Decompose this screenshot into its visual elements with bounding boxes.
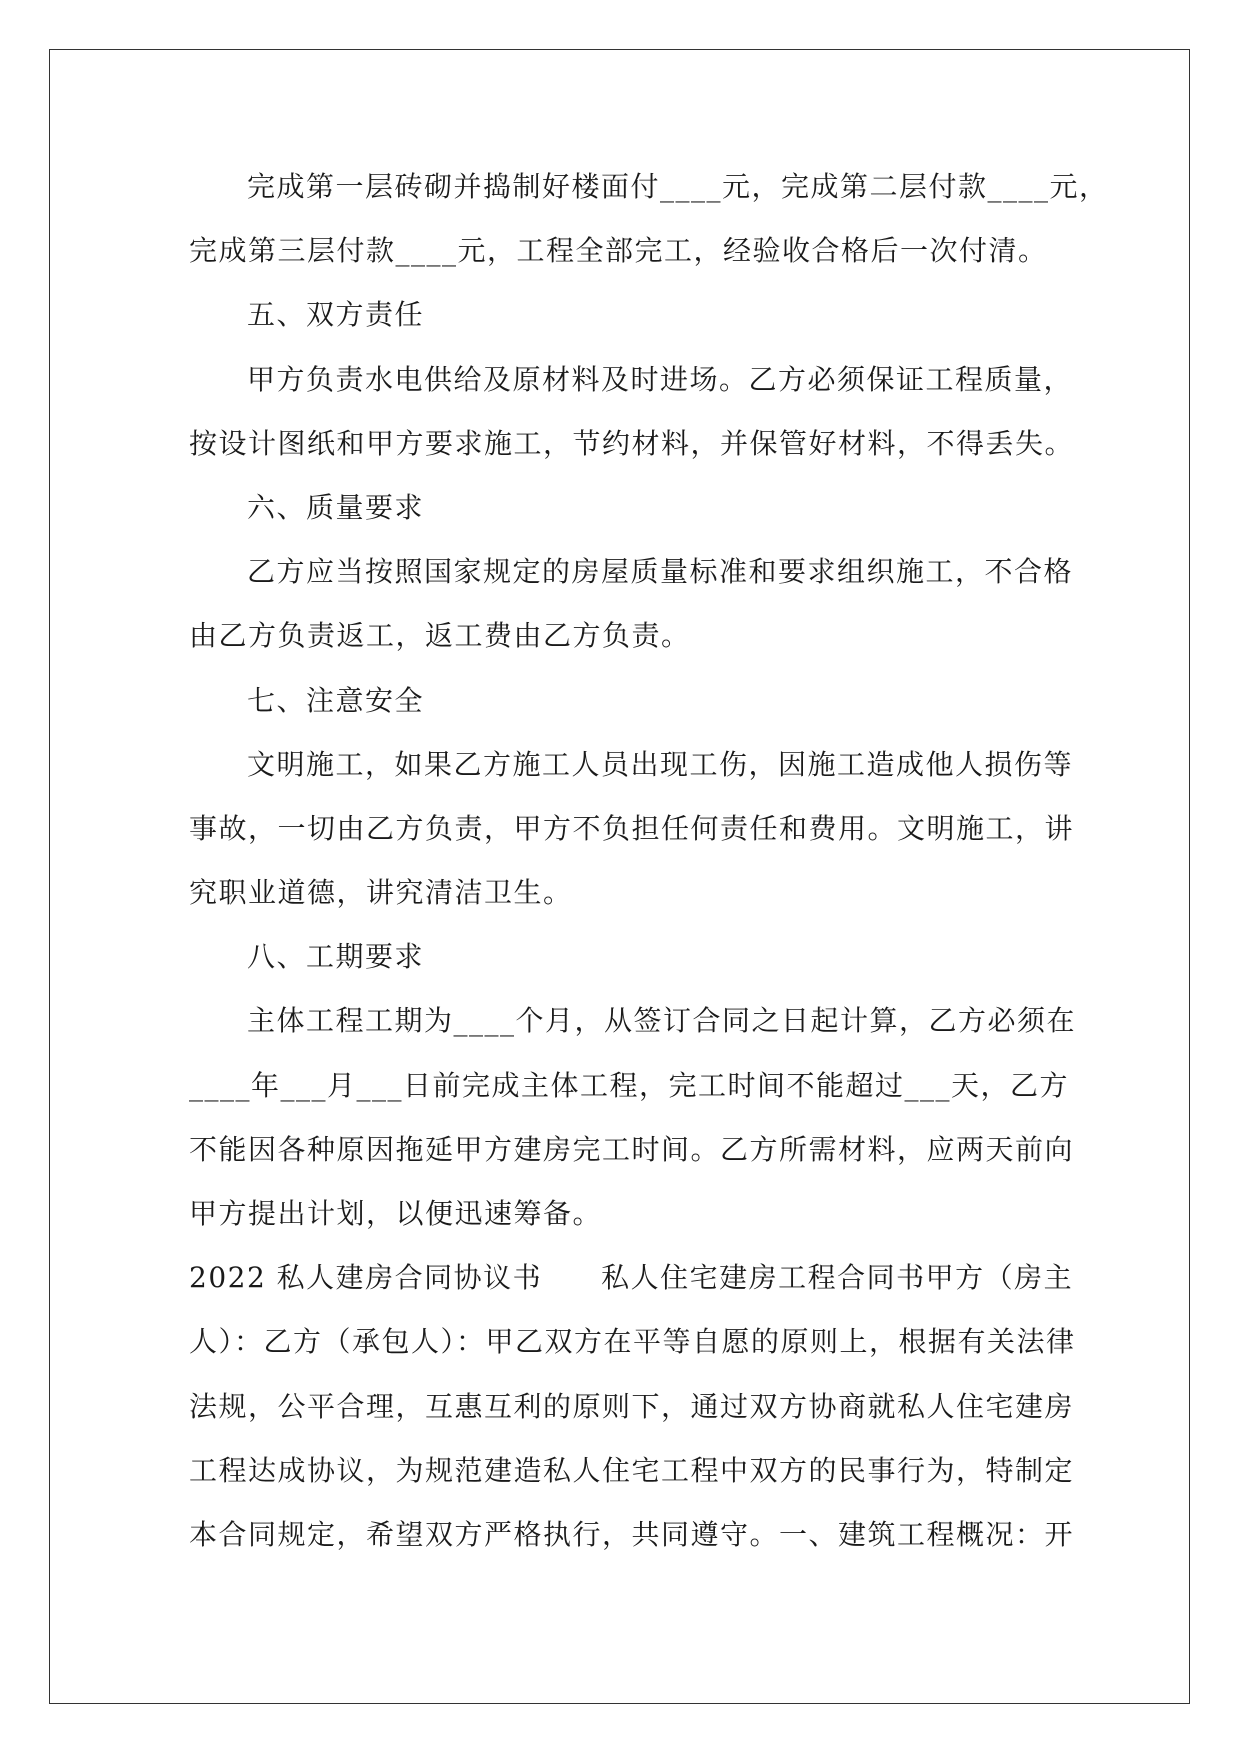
text-line: 工程达成协议，为规范建造私人住宅工程中双方的民事行为，特制定 [189, 1453, 1075, 1487]
section-heading: 八、工期要求 [247, 940, 425, 974]
section-heading: 五、双方责任 [247, 298, 425, 332]
text-line: 甲方负责水电供给及原材料及时进场。乙方必须保证工程质量， [247, 362, 1074, 396]
text-line: 究职业道德，讲究清洁卫生。 [189, 876, 573, 910]
section-heading: 七、注意安全 [247, 683, 425, 717]
text-line: 乙方应当按照国家规定的房屋质量标准和要求组织施工，不合格 [247, 555, 1074, 589]
text-line: 文明施工，如果乙方施工人员出现工伤，因施工造成他人损伤等 [247, 747, 1074, 781]
text-line: 按设计图纸和甲方要求施工，节约材料，并保管好材料，不得丢失。 [189, 426, 1075, 460]
text-line: 法规，公平合理，互惠互利的原则下，通过双方协商就私人住宅建房 [189, 1389, 1075, 1423]
document-body [189, 155, 1109, 1567]
text-line: ____年___月___日前完成主体工程，完工时间不能超过___天，乙方 [189, 1068, 1070, 1102]
text-line: 本合同规定，希望双方严格执行，共同遵守。一、建筑工程概况：开 [189, 1517, 1075, 1551]
text-line: 甲方提出计划，以便迅速筹备。 [189, 1197, 603, 1230]
text-line: 事故，一切由乙方负责，甲方不负担任何责任和费用。文明施工，讲 [189, 811, 1075, 845]
text-line: 主体工程工期为____个月，从签订合同之日起计算，乙方必须在 [247, 1004, 1077, 1038]
text-line: 由乙方负责返工，返工费由乙方负责。 [189, 619, 691, 653]
text-line: 人）：乙方（承包人）：甲乙双方在平等自愿的原则上，根据有关法律 [189, 1325, 1076, 1359]
text-line: 完成第一层砖砌并捣制好楼面付____元，完成第二层付款____元， [247, 170, 1109, 203]
text-line: 2022 私人建房合同协议书 私人住宅建房工程合同书甲方（房主 [189, 1261, 1074, 1295]
section-heading: 六、质量要求 [247, 490, 425, 524]
text-line: 完成第三层付款____元，工程全部完工，经验收合格后一次付清。 [189, 234, 1048, 268]
text-line: 不能因各种原因拖延甲方建房完工时间。乙方所需材料，应两天前向 [189, 1132, 1075, 1166]
